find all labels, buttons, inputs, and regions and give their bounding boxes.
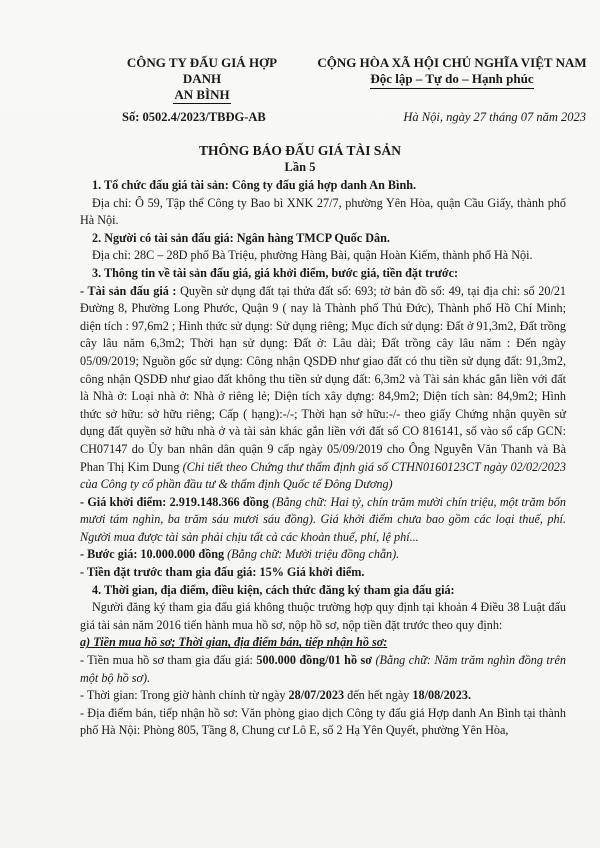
asset-appraisal-note: (Chi tiết theo Chứng thư thẩm định giá số CTHN0160123CT ngày 02/02/2023 của Công ty cổ phần đầu tư & thẩm định Quốc tế Đông Dương) xyxy=(80,459,566,492)
sale-place-paragraph: - Địa điểm bán, tiếp nhận hồ sơ: Văn phòng giao dịch Công ty đấu giá Hợp danh An Bình tại thành phố Hà Nội: Phòng 805, Tầng 8, Chung cư Lô E, số 2 Hạ Yên Quyết, phường Yên Hòa, xyxy=(80,705,566,738)
price-step-note: (Bằng chữ: Mười triệu đồng chẵn). xyxy=(224,547,400,562)
section-1-address: Địa chỉ: Ô 59, Tập thể Công ty Bao bì XNK 27/7, phường Yên Hòa, quận Cầu Giấy, thành phố Hà Nội. xyxy=(80,195,566,228)
sale-time-paragraph xyxy=(80,687,566,705)
deposit-paragraph: - Tiền đặt trước tham gia đấu giá: 15% Giá khởi điểm. xyxy=(80,565,365,580)
national-header xyxy=(312,55,592,89)
document-number: Số: 0502.4/2023/TBĐG-AB xyxy=(122,110,266,124)
dossier-fee-note: (Bằng chữ: Năm trăm nghìn đồng trên một bộ hồ sơ). xyxy=(80,653,567,685)
asset-label: - Tài sản đấu giá : xyxy=(80,283,177,298)
section-4-intro: Người đăng ký tham gia đấu giá không thuộc trường hợp quy định tại khoản 4 Điều 38 Luật đấu giá tài sản năm 2016 tiến hành mua hồ sơ, nộp hồ sơ, nộp tiền đặt trước theo quy định: xyxy=(80,600,566,632)
section-3-heading: 3. Thông tin về tài sản đấu giá, giá khởi điểm, bước giá, tiền đặt trước: xyxy=(92,265,459,280)
sale-time-from: 28/07/2023 xyxy=(288,688,345,703)
document-body xyxy=(80,177,566,740)
sale-time-to: 18/08/2023. xyxy=(412,688,471,703)
dossier-fee-amount: 500.000 đồng/01 hồ sơ xyxy=(256,653,373,668)
section-1-heading: 1. Tổ chức đấu giá tài sản: Công ty đấu giá hợp danh An Bình. xyxy=(92,178,417,192)
document-title: THÔNG BÁO ĐẤU GIÁ TÀI SẢN xyxy=(199,143,401,158)
dossier-fee-paragraph xyxy=(80,652,566,687)
price-step: - Bước giá: 10.000.000 đồng xyxy=(80,547,225,562)
section-2-address: Địa chỉ: 28C – 28D phố Bà Triệu, phường Hàng Bài, quận Hoàn Kiếm, thành phố Hà Nội. xyxy=(92,248,533,263)
country-name: CỘNG HÒA XÃ HỘI CHỦ NGHĨA VIỆT NAM xyxy=(317,55,587,70)
national-motto: Độc lập – Tự do – Hạnh phúc xyxy=(370,71,533,89)
sale-time-prefix: - Thời gian: Trong giờ hành chính từ ngày xyxy=(80,688,289,703)
organization-header xyxy=(122,55,282,104)
price-step-paragraph xyxy=(80,546,566,564)
organization-name-line1: CÔNG TY ĐẤU GIÁ HỢP DANH xyxy=(126,55,278,86)
section-4-heading: 4. Thời gian, địa điểm, điều kiện, cách thức đăng ký tham gia đấu giá: xyxy=(92,582,455,597)
subsection-a-heading: a) Tiền mua hồ sơ; Thời gian, địa điểm bán, tiếp nhận hồ sơ: xyxy=(80,635,388,650)
start-price: - Giá khởi điểm: 2.919.148.366 đồng xyxy=(80,494,269,509)
start-price-note: (Bằng chữ: Hai tỷ, chín trăm mười chín triệu, một trăm bốn mươi tám nghìn, ba trăm sáu mươi sáu đồng). Giá khởi điểm chưa bao gồm các loại thuế, phí. Người mua được tài sản phải chịu tất cả các khoản thuế, phí, lệ phí... xyxy=(80,494,566,544)
sale-time-mid: đến hết ngày xyxy=(344,688,413,703)
start-price-paragraph xyxy=(80,494,566,547)
dossier-fee-prefix: - Tiền mua hồ sơ tham gia đấu giá: xyxy=(80,653,257,668)
place-date: Hà Nội, ngày 27 tháng 07 năm 2023 xyxy=(403,110,586,124)
asset-description: Quyền sử dụng đất tại thửa đất số: 693; tờ bản đồ số: 49, tại địa chỉ: số 20/21 Đường 8, Phường Long Phước, Quận 9 ( nay là Thành phố Thủ Đức), Thành phố Hồ Chí Minh; diện tích : 97,6m2 ; Hình thức sử dụng: Sử dụng riêng; Mục đích sử dụng: Đất ở 91,3m2, Đất trồng cây lâu năm 6,3m2; Thời hạn sử dụng: Đất ở: Lâu dài; Đất trồng cây lâu năm : Đến ngày 05/09/2019; Nguồn gốc sử dụng: Công nhận QSDĐ như giao đất có thu tiền sử dụng đất: 91,3m2, công nhận QSDĐ như giao đất không thu tiền sử dụng đất: 6,3m2 và Tài sản khác gắn liền với đất là Nhà ở: Loại nhà ở: Nhà ở riêng lẻ; Diện tích xây dựng: 84,9m2; Diện tích sàn: 84,9m2; Hình thức sở hữu: sở hữu riêng; Cấp ( hạng):-/-; Thời hạn sở hữu:-/- theo giấy Chứng nhận quyền sử dụng đất quyền sở hữu nhà ở và tài sản khác gắn liền với đất số CO 816141, số vào sổ cấp GCN: CH07147 do Ủy ban nhân dân quận 9 cấp ngày 05/09/2019 cho Ông Nguyễn Văn Thanh và Bà Phan Thị Kim Dung xyxy=(80,283,567,474)
organization-name-line2: AN BÌNH xyxy=(174,87,230,102)
section-2-heading: 2. Người có tài sản đấu giá: Ngân hàng TMCP Quốc Dân. xyxy=(92,230,390,245)
document-subtitle: Lần 5 xyxy=(284,160,316,174)
asset-paragraph xyxy=(80,283,566,494)
